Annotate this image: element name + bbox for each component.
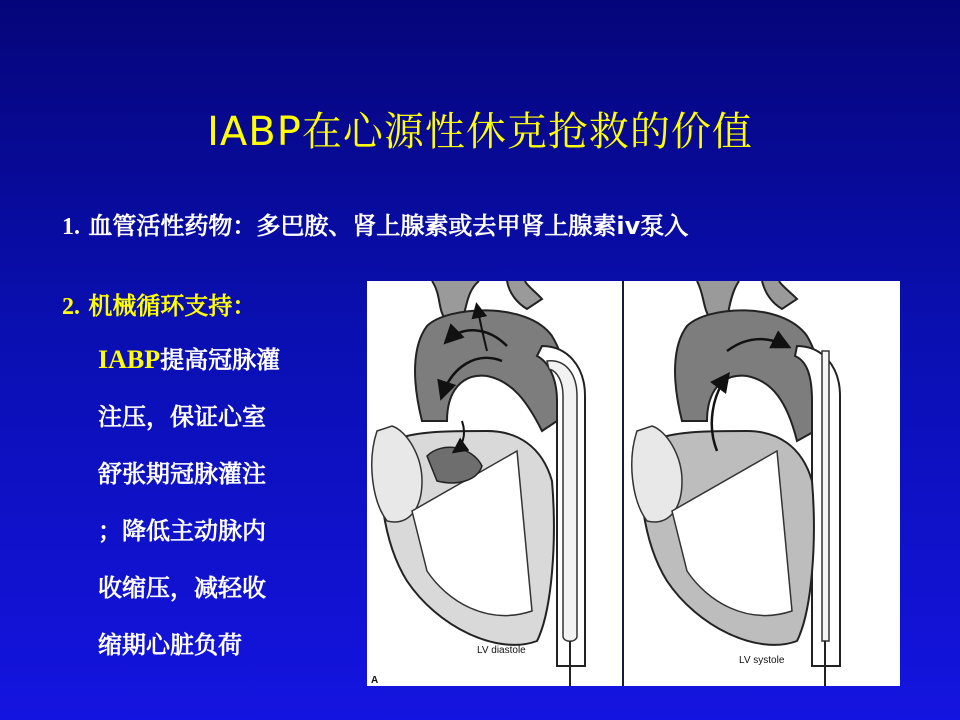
bullet-1-number: 1. <box>62 214 80 240</box>
panel-letter: A <box>371 675 379 686</box>
slide-title: IABP在心源性休克抢救的价值 <box>207 109 753 155</box>
bullet-2-line: 缩期心脏负荷 <box>98 631 242 659</box>
bullet-2-line-text: 提高冠脉灌 <box>160 346 281 374</box>
iabp-heart-illustration <box>367 281 900 686</box>
iabp-term: IABP <box>98 345 161 374</box>
bullet-2-body <box>98 336 348 678</box>
bullet-2-line: ；降低主动脉内 <box>98 517 266 545</box>
label-lv-systole: LV systole <box>739 655 785 666</box>
bullet-2-number: 2. <box>62 294 80 320</box>
bullet-2-line: 收缩压，减轻收 <box>98 574 266 602</box>
bullet-2-line: 舒张期冠脉灌注 <box>98 460 266 488</box>
bullet-1 <box>62 206 688 241</box>
panel-diastole <box>371 281 585 686</box>
bullet-2-line: 注压，保证心室 <box>98 403 266 431</box>
label-lv-diastole: LV diastole <box>477 645 526 656</box>
bullet-2-line <box>98 336 348 393</box>
panel-systole <box>632 281 840 686</box>
bullet-2-heading <box>62 286 256 321</box>
bullet-1-text: 血管活性药物：多巴胺、肾上腺素或去甲肾上腺素iv泵入 <box>88 212 689 240</box>
bullet-2-heading-text: 机械循环支持： <box>88 292 257 320</box>
